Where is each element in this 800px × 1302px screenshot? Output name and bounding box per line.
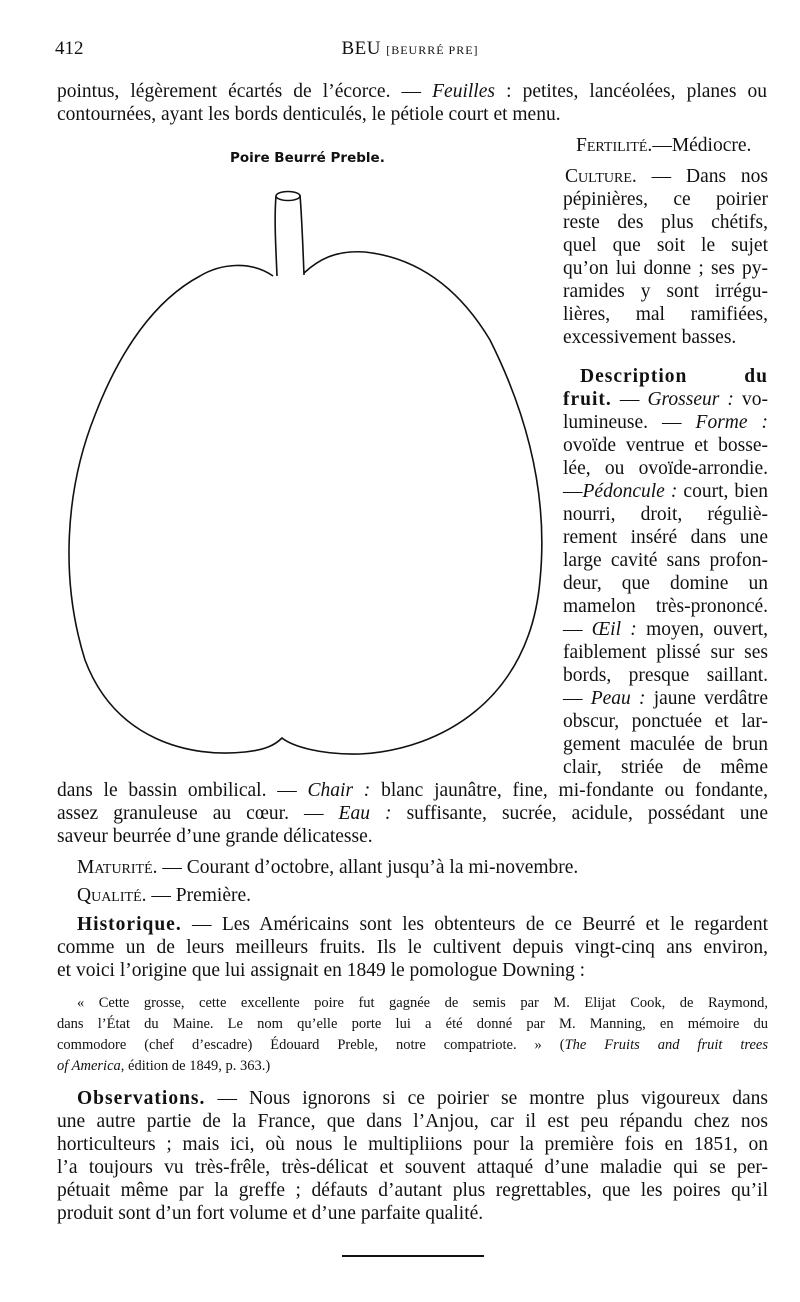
running-subtitle: [BEURRÉ PRE] [386,43,479,57]
text-line: mamelon très-prononcé. [563,596,768,617]
text-line: Maturité. — Courant d’octobre, allant jusqu’à la mi-novembre. [77,857,579,878]
pear-illustration [60,180,555,765]
text-line: horticulteurs ; mais ici, où nous le multipliions pour la première fois en 1851, on [57,1134,768,1155]
quote-line: « Cette grosse, cette excellente poire fut gagnée de semis par M. Elijat Cook, de Raymond, [77,995,768,1011]
text-line: Observations. — Nous ignorons si ce poirier se montre plus vigoureux dans [77,1088,768,1109]
text-line: Historique. — Les Américains sont les obtenteurs de ce Beurré et le regardent [77,914,768,935]
text-line: rement inséré dans une [563,527,768,548]
text-line: reste des plus chétifs, [563,212,768,233]
text-line: lumineuse. — Forme : [563,412,769,433]
end-rule [342,1255,484,1257]
text-line: — Peau : jaune verdâtre [563,688,769,709]
text-line: Culture. — Dans nos [565,166,768,187]
text-line: une autre partie de la France, que dans l’Anjou, car il est peu répandu chez nos [57,1111,768,1132]
running-title: BEU [341,38,381,59]
text-line: comme un de leurs meilleurs fruits. Ils le cultivent depuis vingt-cinq ans environ, [57,937,768,958]
text-line: l’a toujours vu très-frêle, très-délicat et souvent attaqué d’une maladie qui se per- [57,1157,768,1178]
figure-caption: Poire Beurré Preble. [230,150,385,166]
text-line: faiblement plissé sur ses [563,642,768,663]
text-line: lée, ou ovoïde-arrondie. [563,458,768,479]
text-line: obscur, ponctuée et lar- [563,711,768,732]
page-number: 412 [55,38,84,59]
quote-line: of America, édition de 1849, p. 363.) [57,1058,271,1074]
quote-line: commodore (chef d’escadre) Édouard Preble, notre compatriote. » (The Fruits and fruit trees [57,1037,768,1053]
text-line: gement maculée de brun [563,734,768,755]
text-line: qu’on lui donne ; ses py- [563,258,768,279]
text-line: contournées, ayant les bords denticulés, le pétiole court et menu. [57,104,561,125]
text-line: pépinières, ce poirier [563,189,768,210]
text-line: ramides y sont irrégu- [563,281,768,302]
text-line: —Pédoncule : court, bien [563,481,768,502]
text-line: pétuait même par la greffe ; défauts d’autant plus regrettables, que les poires qu’il [57,1180,768,1201]
text-line: produit sont d’un fort volume et d’une parfaite qualité. [57,1203,484,1224]
text-line: dans le bassin ombilical. — Chair : blanc jaunâtre, fine, mi-fondante ou fondante, [57,780,768,801]
text-line: quel que soit le sujet [563,235,768,256]
text-line: saveur beurrée d’une grande délicatesse. [57,826,373,847]
text-line: excessivement basses. [563,327,737,348]
text-line: lières, mal ramifiées, [563,304,768,325]
text-line: clair, striée de même [563,757,768,778]
running-head [55,38,765,60]
text-line: nourri, droit, réguliè- [563,504,768,525]
text-line: — Œil : moyen, ouvert, [563,619,768,640]
text-line: pointus, légèrement écartés de l’écorce. — Feuilles : petites, lancéolées, planes ou [57,81,768,102]
text-line: Qualité. — Première. [77,885,252,906]
page-header [55,34,765,64]
text-line: bords, presque saillant. [563,665,768,686]
text-line: assez granuleuse au cœur. — Eau : suffisante, sucrée, acidule, possédant une [57,803,769,824]
text-line: deur, que domine un [563,573,768,594]
text-line: fruit. — Grosseur : vo- [563,389,769,410]
text-line: large cavité sans profon- [563,550,768,571]
section-heading: Description du [580,366,768,387]
text-line: ovoïde ventrue et bosse- [563,435,768,456]
text-line: et voici l’origine que lui assignait en 1849 le pomologue Downing : [57,960,586,981]
text-line: Fertilité.—Médiocre. [576,135,752,156]
quote-line: dans l’État du Maine. Le nom qu’elle porte lui a été donné par M. Manning, en mémoire du [57,1016,768,1032]
